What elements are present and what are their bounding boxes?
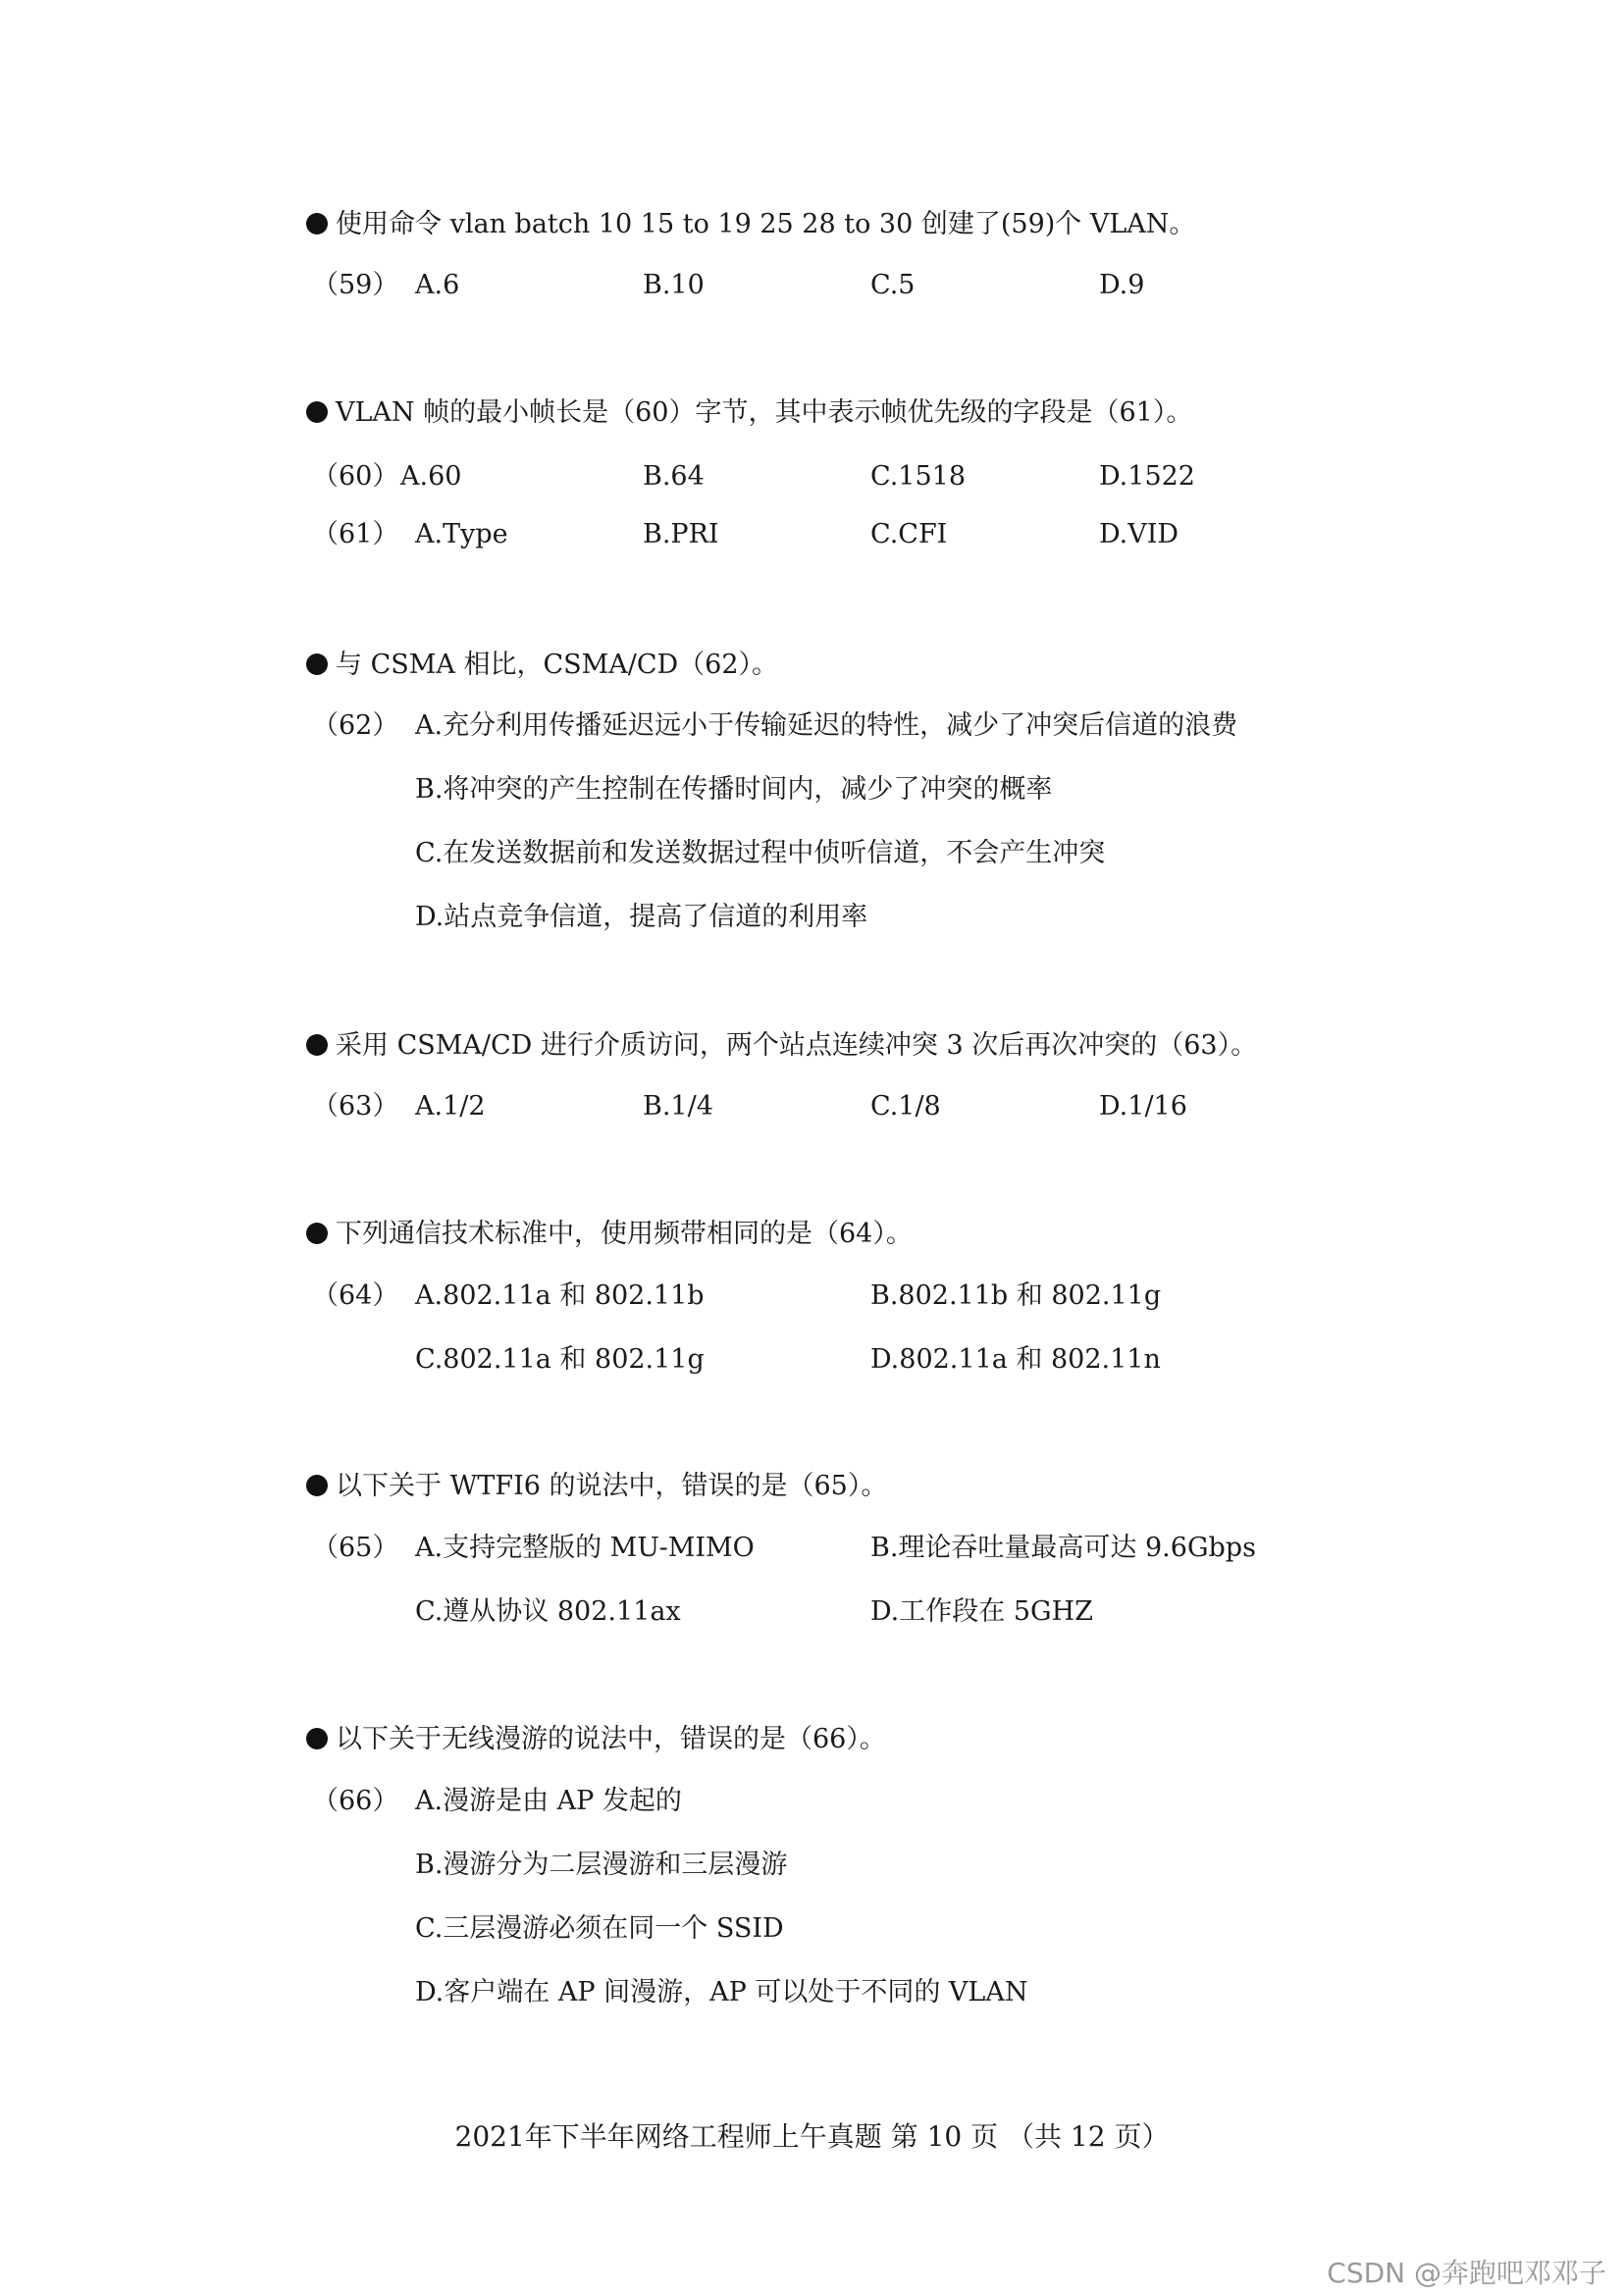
option-d: D.802.11a 和 802.11n — [870, 1344, 1161, 1375]
option-d: D.客户端在 AP 间漫游，AP 可以处于不同的 VLAN — [415, 1977, 1028, 2008]
question-stem: VLAN 帧的最小帧长是（60）字节，其中表示帧优先级的字段是（61）。 — [306, 395, 1192, 431]
question-number: （62） — [312, 710, 399, 741]
option-c: C.1518 — [870, 461, 966, 492]
question-number: （65） — [312, 1533, 399, 1563]
option-b: B.64 — [643, 461, 705, 492]
question-number: （59） — [312, 270, 399, 300]
question-stem: 与 CSMA 相比，CSMA/CD（62）。 — [306, 648, 778, 683]
option-a: A.Type — [415, 519, 508, 549]
bullet-icon — [306, 213, 328, 235]
option-a: A.802.11a 和 802.11b — [415, 1280, 705, 1311]
option-b: B.将冲突的产生控制在传播时间内，减少了冲突的概率 — [415, 774, 1053, 805]
option-c: C.802.11a 和 802.11g — [415, 1344, 705, 1375]
question-number: （63） — [312, 1091, 399, 1121]
bullet-icon — [306, 401, 328, 423]
option-a: A.漫游是由 AP 发起的 — [415, 1786, 682, 1816]
option-b: B.1/4 — [643, 1091, 713, 1121]
page-footer: 2021年下半年网络工程师上午真题 第 10 页 （共 12 页） — [454, 2120, 1170, 2153]
question-stem: 采用 CSMA/CD 进行介质访问，两个站点连续冲突 3 次后再次冲突的（63）。 — [306, 1028, 1257, 1064]
option-c: C.1/8 — [870, 1091, 941, 1121]
option-a: A.充分利用传播延迟远小于传输延迟的特性，减少了冲突后信道的浪费 — [415, 710, 1238, 741]
option-c: C.5 — [870, 270, 916, 300]
option-a: A.支持完整版的 MU-MIMO — [415, 1533, 755, 1563]
option-c: C.三层漫游必须在同一个 SSID — [415, 1913, 784, 1944]
option-a: A.6 — [415, 270, 460, 300]
bullet-icon — [306, 1223, 328, 1244]
question-stem: 以下关于无线漫游的说法中，错误的是（66）。 — [306, 1722, 886, 1757]
option-d: D.工作段在 5GHZ — [870, 1596, 1093, 1627]
option-b: B.10 — [643, 270, 705, 300]
question-number: （60） — [312, 461, 399, 492]
option-b: B.理论吞吐量最高可达 9.6Gbps — [870, 1533, 1256, 1563]
option-b: B.PRI — [643, 519, 719, 549]
option-d: D.VID — [1099, 519, 1179, 549]
option-a: A.1/2 — [415, 1091, 486, 1121]
question-number: （64） — [312, 1280, 399, 1311]
question-stem: 下列通信技术标准中，使用频带相同的是（64）。 — [306, 1217, 913, 1252]
option-d: D.9 — [1099, 270, 1145, 300]
question-number: （61） — [312, 519, 399, 549]
bullet-icon — [306, 1475, 328, 1496]
option-c: C.遵从协议 802.11ax — [415, 1596, 681, 1627]
option-c: C.CFI — [870, 519, 948, 549]
question-stem: 以下关于 WTFI6 的说法中，错误的是（65）。 — [306, 1469, 887, 1504]
question-stem: 使用命令 vlan batch 10 15 to 19 25 28 to 30 创建了(59)个 VLAN。 — [306, 207, 1195, 242]
bullet-icon — [306, 1728, 328, 1749]
option-d: D.站点竞争信道，提高了信道的利用率 — [415, 902, 868, 932]
bullet-icon — [306, 1034, 328, 1056]
question-number: （66） — [312, 1786, 399, 1816]
option-b: B.漫游分为二层漫游和三层漫游 — [415, 1850, 788, 1880]
option-c: C.在发送数据前和发送数据过程中侦听信道，不会产生冲突 — [415, 838, 1106, 868]
option-d: D.1/16 — [1099, 1091, 1187, 1121]
option-d: D.1522 — [1099, 461, 1195, 492]
option-a: A.60 — [400, 461, 462, 492]
watermark: CSDN @奔跑吧邓邓子 — [1327, 2257, 1606, 2289]
option-b: B.802.11b 和 802.11g — [870, 1280, 1162, 1311]
bullet-icon — [306, 653, 328, 675]
